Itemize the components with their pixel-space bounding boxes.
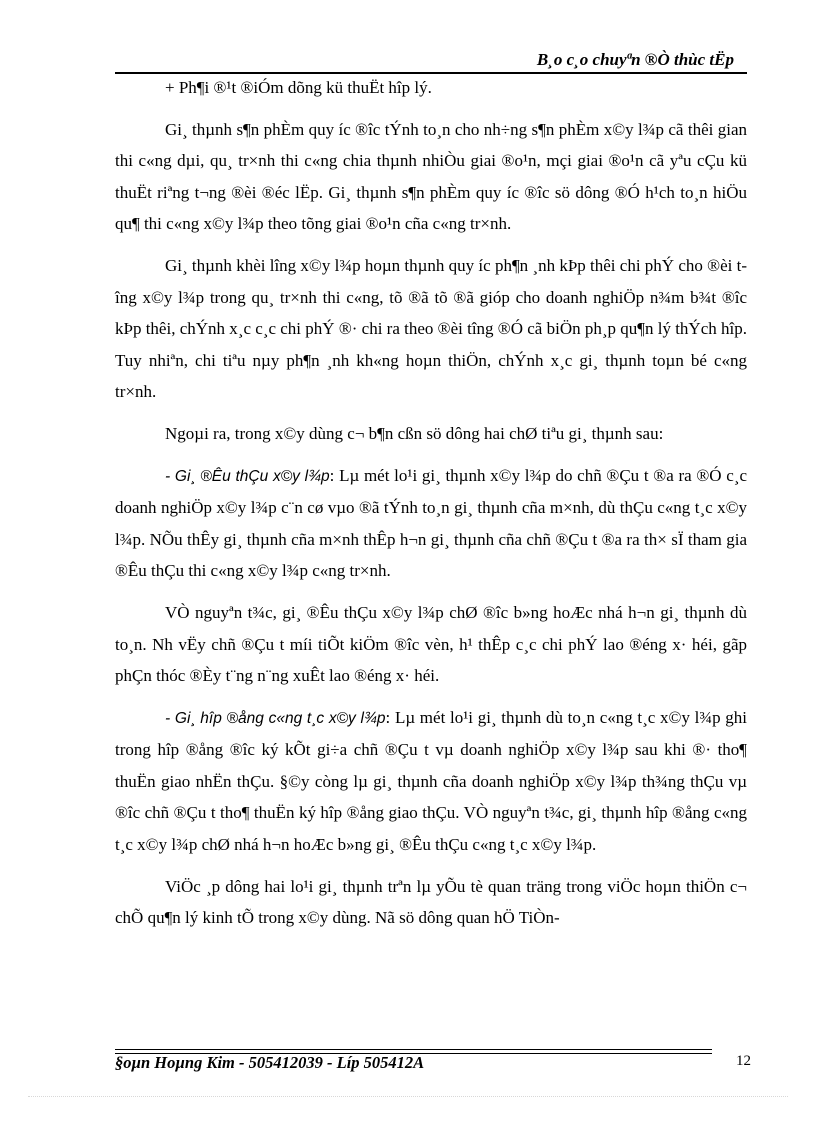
paragraph-7-text: : Lµ mét lo¹i gi¸ thµnh dù to¸n c«ng t¸c x©y l¾p ghi trong hîp ®ång ®îc ký kÕt gi÷a chñ ®Çu t vµ doanh nghiÖp x©y l¾p sau khi ®· tho¶ thuËn giao nhËn thÇu. §©y còng lµ gi¸ thµnh cña doanh nghiÖp x©y l¾p th¾ng thÇu vµ ®îc chñ ®Çu t tho¶ thuËn ký hîp ®ång giao thÇu. VÒ nguyªn t¾c, gi¸ thµnh hîp ®ång c«ng t¸c x©y l¾p chØ nhá h¬n hoÆc b»ng gi¸ ®Êu thÇu c«ng t¸c x©y l¾p.: [115, 707, 747, 855]
paragraph-5-text: : Lµ mét lo¹i gi¸ thµnh x©y l¾p do chñ ®Çu t ®a ra ®Ó c¸c doanh nghiÖp x©y l¾p c¨n cø vµo ®ã tÝnh to¸n gi¸ thµnh cña m×nh, dù thÇu c«ng t¸c x©y l¾p. NÕu thÊy gi¸ thµnh cña m×nh thÊp h¬n gi¸ thµnh cña chñ ®Çu t ®a ra th× sÏ tham gia ®Êu thÇu thi c«ng x©y l¾p c«ng tr×nh.: [115, 465, 747, 581]
paragraph-6: VÒ nguyªn t¾c, gi¸ ®Êu thÇu x©y l¾p chØ ®îc b»ng hoÆc nhá h¬n gi¸ thµnh dù to¸n. Nh vËy chñ ®Çu t míi tiÕt kiÖm ®îc vèn, h¹ thÊp c¸c chi phÝ lao ®éng x· héi, gãp phÇn thóc ®Èy t¨ng n¨ng xuÊt lao ®éng x· héi.: [115, 602, 747, 686]
paragraph-4: Ngoµi ra, trong x©y dùng c¬ b¶n cßn sö dông hai chØ tiªu gi¸ thµnh sau:: [165, 423, 664, 443]
paragraph-2: Gi¸ thµnh s¶n phÈm quy íc ®îc tÝnh to¸n cho nh÷ng s¶n phÈm x©y l¾p cã thêi gian thi c«ng dµi, qu¸ tr×nh thi c«ng chia thµnh nhiÒu giai ®o¹n, mçi giai ®o¹n cã yªu cÇu kü thuËt riªng t¬ng ®èi ®éc lËp. Gi¸ thµnh s¶n phÈm quy íc ®îc sö dông ®Ó h¹ch to¸n hiÖu qu¶ thi c«ng x©y l¾p theo tõng giai ®o¹n cña c«ng tr×nh.: [115, 119, 747, 234]
term-contract-price: - Gi¸ hîp ®ång c«ng t¸c x©y l¾p: [165, 709, 386, 727]
paragraph-8: ViÖc ¸p dông hai lo¹i gi¸ thµnh trªn lµ yÕu tè quan träng trong viÖc hoµn thiÖn c¬ chÕ qu¶n lý kinh tÕ trong x©y dùng. Nã sö dông quan hÖ TiÒn-: [115, 876, 747, 928]
page-number: 12: [736, 1053, 751, 1069]
paragraph-3: Gi¸ thµnh khèi lîng x©y l¾p hoµn thµnh quy íc ph¶n ¸nh kÞp thêi chi phÝ cho ®èi tîng x©y l¾p trong qu¸ tr×nh thi c«ng, tõ ®ã tõ ®ã gióp cho doanh nghiÖp n¾m b¾t ®îc kÞp thêi, chÝnh x¸c c¸c chi phÝ ®· chi ra theo ®èi tîng ®Ó cã biÖn ph¸p qu¶n lý thÝch hîp. Tuy nhiªn, chi tiªu nµy ph¶n ¸nh kh«ng hoµn thiÖn, chÝnh x¸c gi¸ thµnh toµn bé c«ng tr×nh.: [115, 255, 747, 402]
paragraph-7: [115, 702, 747, 861]
term-bid-price: - Gi¸ ®Êu thÇu x©y l¾p: [165, 467, 330, 485]
document-body: [115, 72, 747, 944]
report-header-title: B¸o c¸o chuyªn ®Ò thùc tËp: [536, 50, 734, 69]
paragraph-1: + Ph¶i ®¹t ®iÓm dõng kü thuËt hîp lý.: [165, 78, 432, 97]
paragraph-5: [115, 460, 747, 587]
footer-rule-top: [115, 1049, 712, 1050]
page-edge-dotted-line: [28, 1096, 788, 1097]
footer-author: §oµn Hoµng Kim - 505412039 - Líp 505412A: [115, 1053, 425, 1072]
